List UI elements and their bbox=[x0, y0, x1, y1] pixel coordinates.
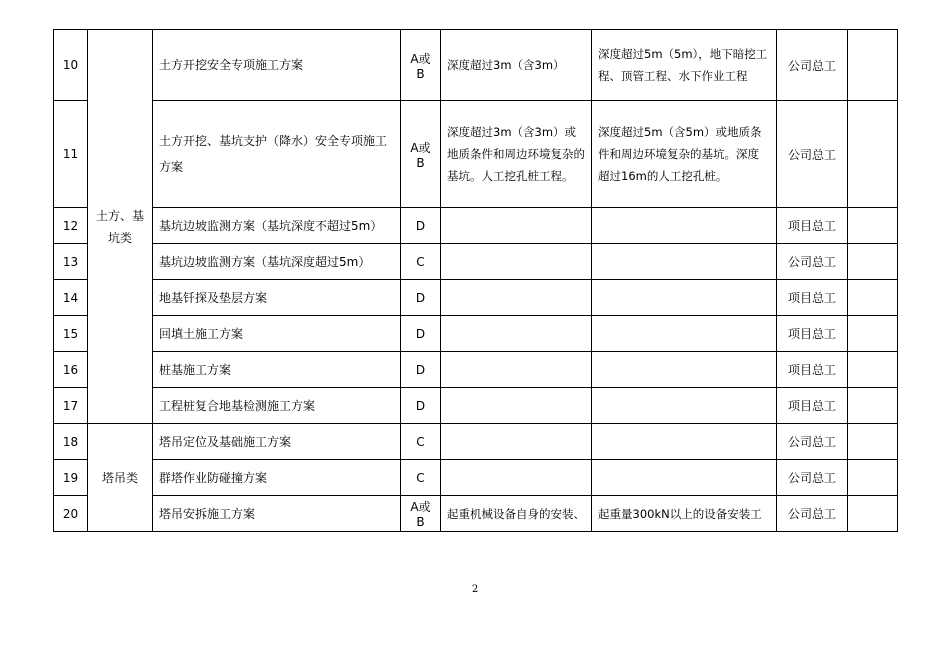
table-row bbox=[54, 280, 898, 316]
condition-a bbox=[441, 460, 592, 496]
table-row bbox=[54, 424, 898, 460]
plan-level: A或B bbox=[401, 30, 441, 101]
plan-level: A或B bbox=[401, 101, 441, 208]
condition-b bbox=[592, 424, 777, 460]
plan-level: C bbox=[401, 460, 441, 496]
approver: 项目总工 bbox=[777, 208, 848, 244]
condition-a bbox=[441, 316, 592, 352]
extra-cell bbox=[848, 424, 898, 460]
table-row bbox=[54, 316, 898, 352]
condition-b: 起重量300kN以上的设备安装工 bbox=[592, 496, 777, 532]
plan-level: D bbox=[401, 280, 441, 316]
approver: 项目总工 bbox=[777, 280, 848, 316]
row-number: 11 bbox=[54, 101, 88, 208]
condition-a: 起重机械设备自身的安装、 bbox=[441, 496, 592, 532]
row-number: 10 bbox=[54, 30, 88, 101]
row-number: 12 bbox=[54, 208, 88, 244]
table-row bbox=[54, 208, 898, 244]
condition-b bbox=[592, 460, 777, 496]
extra-cell bbox=[848, 30, 898, 101]
plan-level: D bbox=[401, 208, 441, 244]
extra-cell bbox=[848, 101, 898, 208]
extra-cell bbox=[848, 280, 898, 316]
row-number: 13 bbox=[54, 244, 88, 280]
category-cell: 土方、基坑类 bbox=[88, 30, 153, 424]
condition-a bbox=[441, 280, 592, 316]
plan-name: 基坑边坡监测方案（基坑深度不超过5m） bbox=[153, 208, 401, 244]
extra-cell bbox=[848, 244, 898, 280]
table-row bbox=[54, 352, 898, 388]
plan-name: 桩基施工方案 bbox=[153, 352, 401, 388]
table-row bbox=[54, 460, 898, 496]
condition-b bbox=[592, 388, 777, 424]
extra-cell bbox=[848, 316, 898, 352]
table-row bbox=[54, 30, 898, 101]
condition-a bbox=[441, 388, 592, 424]
approver: 公司总工 bbox=[777, 30, 848, 101]
plan-level: A或B bbox=[401, 496, 441, 532]
plan-name: 塔吊定位及基础施工方案 bbox=[153, 424, 401, 460]
condition-b bbox=[592, 208, 777, 244]
plan-level: C bbox=[401, 244, 441, 280]
condition-a: 深度超过3m（含3m）或地质条件和周边环境复杂的基坑。人工挖孔桩工程。 bbox=[441, 101, 592, 208]
plan-level: D bbox=[401, 352, 441, 388]
plan-level: D bbox=[401, 316, 441, 352]
row-number: 18 bbox=[54, 424, 88, 460]
condition-b bbox=[592, 352, 777, 388]
page-number: 2 bbox=[471, 584, 479, 595]
condition-b bbox=[592, 316, 777, 352]
construction-plan-table bbox=[53, 29, 898, 532]
plan-name: 土方开挖、基坑支护（降水）安全专项施工方案 bbox=[153, 101, 401, 208]
table-row bbox=[54, 388, 898, 424]
approver: 公司总工 bbox=[777, 460, 848, 496]
row-number: 17 bbox=[54, 388, 88, 424]
condition-a bbox=[441, 208, 592, 244]
table-row bbox=[54, 244, 898, 280]
approver: 公司总工 bbox=[777, 101, 848, 208]
table-row bbox=[54, 101, 898, 208]
plan-name: 群塔作业防碰撞方案 bbox=[153, 460, 401, 496]
condition-b bbox=[592, 244, 777, 280]
condition-a bbox=[441, 244, 592, 280]
approver: 项目总工 bbox=[777, 352, 848, 388]
extra-cell bbox=[848, 496, 898, 532]
plan-name: 塔吊安拆施工方案 bbox=[153, 496, 401, 532]
table-row bbox=[54, 496, 898, 532]
plan-name: 回填土施工方案 bbox=[153, 316, 401, 352]
extra-cell bbox=[848, 352, 898, 388]
row-number: 20 bbox=[54, 496, 88, 532]
approver: 公司总工 bbox=[777, 424, 848, 460]
approver: 公司总工 bbox=[777, 244, 848, 280]
plan-name: 基坑边坡监测方案（基坑深度超过5m） bbox=[153, 244, 401, 280]
plan-name: 工程桩复合地基检测施工方案 bbox=[153, 388, 401, 424]
condition-b bbox=[592, 280, 777, 316]
extra-cell bbox=[848, 460, 898, 496]
plan-level: C bbox=[401, 424, 441, 460]
approver: 项目总工 bbox=[777, 388, 848, 424]
extra-cell bbox=[848, 208, 898, 244]
row-number: 15 bbox=[54, 316, 88, 352]
condition-a bbox=[441, 352, 592, 388]
condition-a bbox=[441, 424, 592, 460]
plan-name: 土方开挖安全专项施工方案 bbox=[153, 30, 401, 101]
condition-b: 深度超过5m（含5m）或地质条件和周边环境复杂的基坑。深度超过16m的人工挖孔桩。 bbox=[592, 101, 777, 208]
approver: 项目总工 bbox=[777, 316, 848, 352]
condition-b: 深度超过5m（5m），地下暗挖工程、顶管工程、水下作业工程 bbox=[592, 30, 777, 101]
plan-name: 地基钎探及垫层方案 bbox=[153, 280, 401, 316]
condition-a: 深度超过3m（含3m） bbox=[441, 30, 592, 101]
row-number: 16 bbox=[54, 352, 88, 388]
extra-cell bbox=[848, 388, 898, 424]
row-number: 19 bbox=[54, 460, 88, 496]
category-cell: 塔吊类 bbox=[88, 424, 153, 532]
plan-level: D bbox=[401, 388, 441, 424]
approver: 公司总工 bbox=[777, 496, 848, 532]
row-number: 14 bbox=[54, 280, 88, 316]
